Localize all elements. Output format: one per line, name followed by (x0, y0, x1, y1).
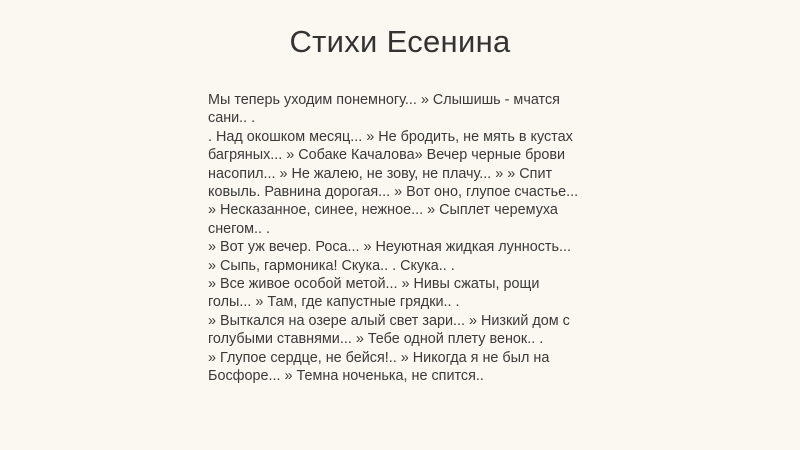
poem-line: . Над окошком месяц... » Не бродить, не мять в кустах (208, 128, 573, 145)
poem-line: » Выткался на озере алый свет зари... » Низкий дом с (208, 312, 570, 329)
slide-title: Стихи Есенина (289, 24, 511, 59)
poem-line: голы... » Там, где капустные грядки.. . (208, 294, 460, 311)
poem-line: » Все живое особой метой... » Нивы сжаты, рощи (208, 276, 540, 293)
poem-line: сани.. . (208, 110, 256, 127)
poem-line: » Глупое сердце, не бейся!.. » Никогда я не был на (208, 349, 550, 366)
poem-list (208, 91, 608, 386)
poem-line: ковыль. Равнина дорогая... » Вот оно, глупое счастье... (208, 184, 579, 201)
poem-line: насопил... » Не жалею, не зову, не плачу... » » Спит (208, 165, 553, 182)
poem-line: » Сыпь, гармоника! Скука.. . Скука.. . (208, 257, 455, 274)
poem-line: снегом.. . (208, 220, 270, 237)
poem-line: голубыми ставнями... » Тебе одной плету венок.. . (208, 331, 544, 348)
poem-line: » Несказанное, синее, нежное... » Сыплет черемуха (208, 202, 558, 219)
poem-line: багряных... » Собаке Качалова» Вечер черные брови (208, 147, 566, 164)
poem-line: Босфоре... » Темна ноченька, не спится.. (208, 368, 484, 385)
poem-line: » Вот уж вечер. Роса... » Неуютная жидкая лунность... (208, 239, 572, 256)
poem-line: Мы теперь уходим понемногу... » Слышишь - мчатся (208, 92, 560, 108)
